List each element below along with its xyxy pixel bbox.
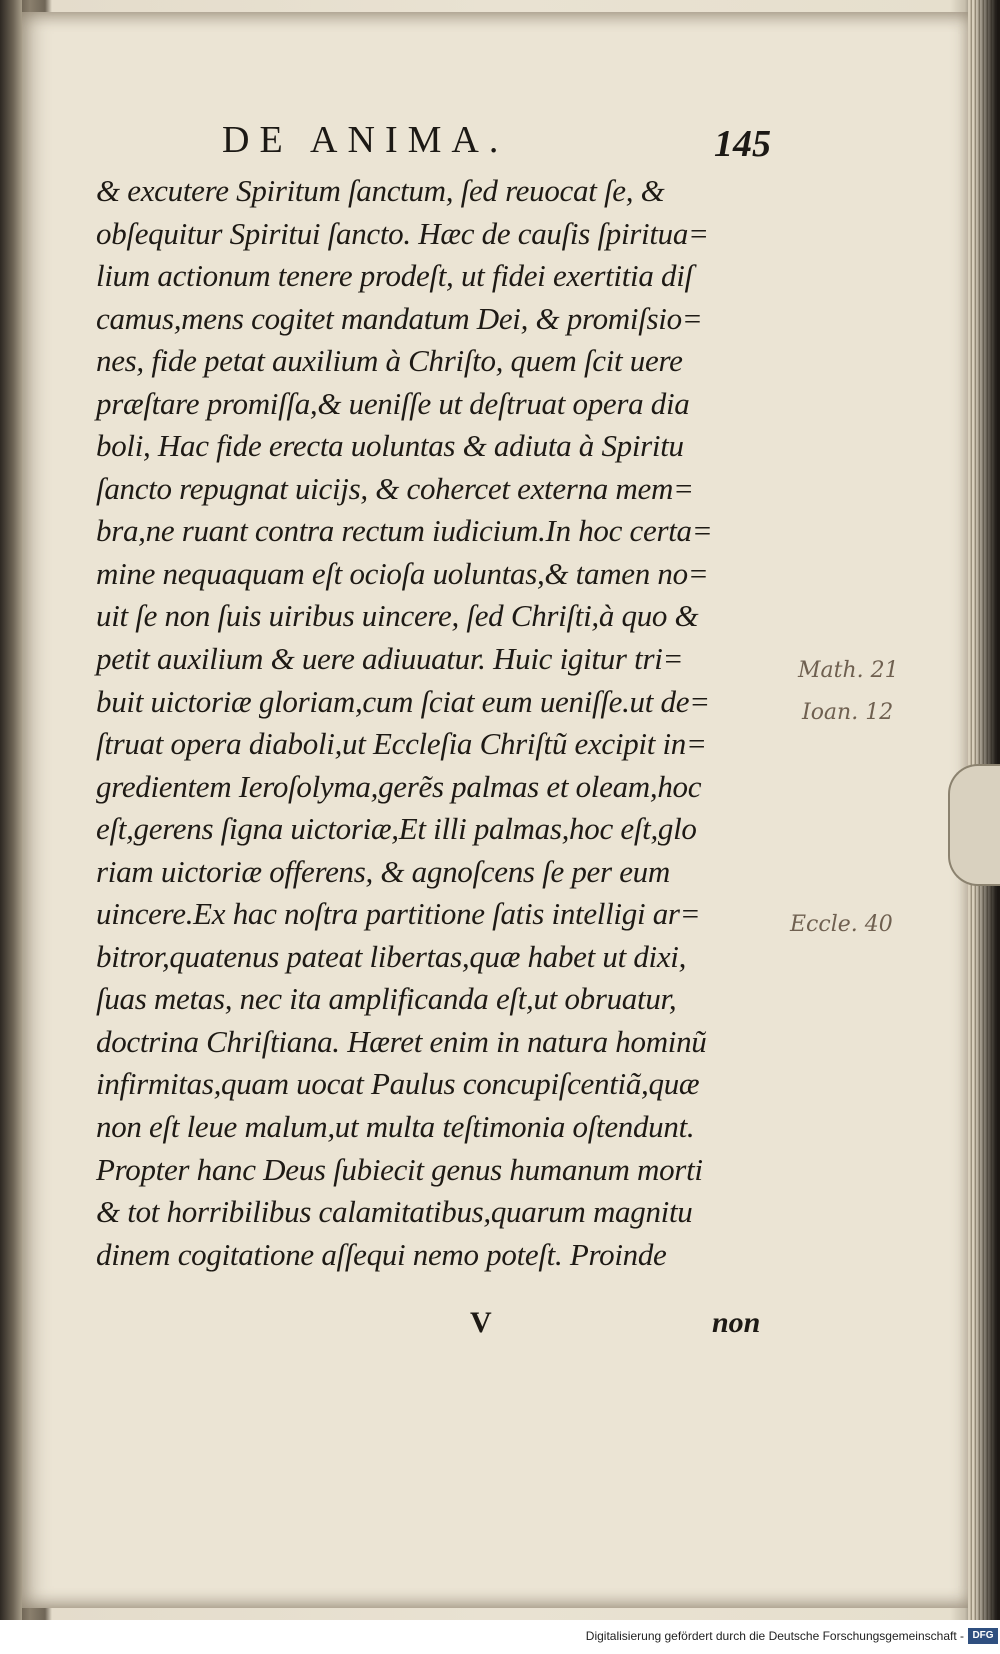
text-line: petit auxilium & uere adiuuatur. Huic igitur tri= xyxy=(96,641,684,677)
text-line: Propter hanc Deus ſubiecit genus humanum morti xyxy=(96,1151,703,1187)
text-line: gredientem Ieroſolyma,gerẽs palmas et oleam,hoc xyxy=(96,768,702,804)
text-line: infirmitas,quam uocat Paulus concupiſcentiã,quæ xyxy=(96,1066,700,1102)
text-line: ſancto repugnat uicijs, & cohercet externa mem= xyxy=(96,470,694,506)
marginal-annotation: Ioan. 12 xyxy=(802,700,894,725)
marginal-annotation: Math. 21 xyxy=(798,658,899,683)
text-line: uincere.Ex hac noſtra partitione ſatis intelligi ar= xyxy=(96,896,701,932)
text-line: dinem cogitatione aſſequi nemo poteſt. Proinde xyxy=(96,1236,667,1272)
text-line: præſtare promiſſa,& ueniſſe ut deſtruat opera dia xyxy=(96,385,690,421)
text-line: ſuas metas, nec ita amplificanda eſt,ut obruatur, xyxy=(96,981,677,1017)
page-tab-marker xyxy=(948,764,1000,886)
text-line: & excutere Spiritum ſanctum, ſed reuocat ſe, & xyxy=(96,173,665,208)
text-line: doctrina Chriſtiana. Hæret enim in natura hominũ xyxy=(96,1023,707,1059)
footer-bar xyxy=(0,1620,1000,1654)
text-line: & tot horribilibus calamitatibus,quarum magnitu xyxy=(96,1194,693,1230)
catchword: non xyxy=(712,1306,761,1339)
text-line: obſequitur Spiritui ſancto. Hæc de cauſis ſpiritua= xyxy=(96,215,709,251)
text-line: riam uictoriæ offerens, & agnoſcens ſe per eum xyxy=(96,853,670,889)
text-line: bra,ne ruant contra rectum iudicium.In hoc certa= xyxy=(96,513,713,549)
text-line: lium actionum tenere prodeſt, ut fidei exertitia diſ xyxy=(96,258,693,294)
running-header: DE ANIMA. xyxy=(222,119,509,161)
funding-credit: Digitalisierung gefördert durch die Deutsche Forschungsgemeinschaft - xyxy=(585,1629,964,1643)
marginal-annotation: Eccle. 40 xyxy=(790,912,893,937)
text-line: eſt,gerens ſigna uictoriæ,Et illi palmas,hoc eſt,glo xyxy=(96,811,697,847)
text-line: uit ſe non ſuis uiribus uincere, ſed Chriſti,à quo & xyxy=(96,598,699,634)
text-line: bitror,quatenus pateat libertas,quæ habet ut dixi, xyxy=(96,938,687,974)
text-line: non eſt leue malum,ut multa teſtimonia oſtendunt. xyxy=(96,1109,695,1145)
text-line: camus,mens cogitet mandatum Dei, & promiſsio= xyxy=(96,300,703,336)
text-line: buit uictoriæ gloriam,cum ſciat eum ueniſſe.ut de= xyxy=(96,683,710,719)
body-text xyxy=(96,170,796,1276)
text-line: boli, Hac fide erecta uoluntas & adiuta à Spiritu xyxy=(96,428,684,464)
text-line: nes, fide petat auxilium à Chriſto, quem ſcit uere xyxy=(96,343,683,379)
signature-mark: V xyxy=(470,1306,492,1339)
text-line: mine nequaquam eſt ocioſa uoluntas,& tamen no= xyxy=(96,555,709,591)
text-line: ſtruat opera diaboli,ut Eccleſia Chriſtũ excipit in= xyxy=(96,726,707,762)
adjacent-page-edge xyxy=(0,0,22,1620)
page-number: 145 xyxy=(714,123,771,165)
dfg-logo: DFG xyxy=(968,1628,998,1644)
